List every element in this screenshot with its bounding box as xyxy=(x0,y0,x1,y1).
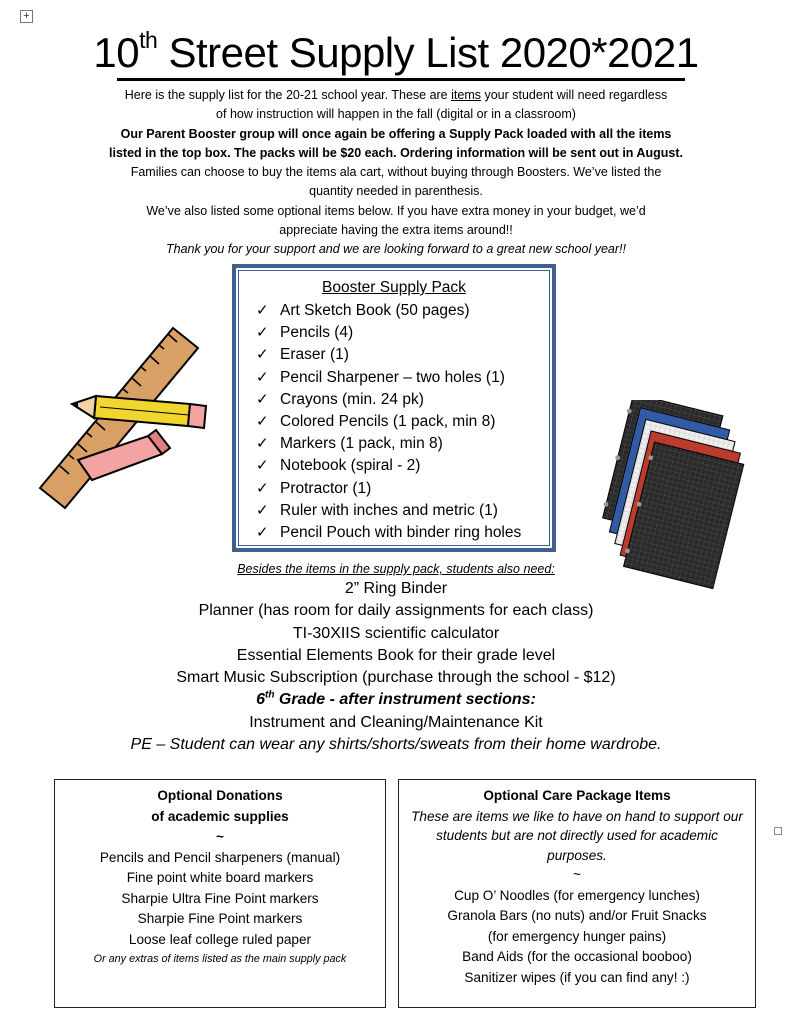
care-package-title: Optional Care Package Items xyxy=(483,788,671,803)
list-item: Loose leaf college ruled paper xyxy=(128,931,312,947)
check-icon: ✓ xyxy=(256,390,269,408)
intro-text xyxy=(60,86,732,260)
check-icon: ✓ xyxy=(256,435,269,453)
list-item: Cup O’ Noodles (for emergency lunches) xyxy=(454,887,700,903)
item-label: Pencil Pouch with binder ring holes xyxy=(280,524,522,542)
check-icon: ✓ xyxy=(256,413,269,431)
list-item: Planner (has room for daily assignments for each class) xyxy=(198,602,594,620)
item-label: Protractor (1) xyxy=(280,479,372,497)
list-item: Smart Music Subscription (purchase through the school - $12) xyxy=(176,669,616,687)
optional-line-1: We’ve also listed some optional items below. If you have extra money in your budget, we’d xyxy=(146,203,646,218)
booster-line-1: Our Parent Booster group will once again be offering a Supply Pack loaded with all the items xyxy=(120,126,672,141)
list-item: 2” Ring Binder xyxy=(344,580,448,597)
list-item: Essential Elements Book for their grade level xyxy=(236,646,556,664)
check-icon: ✓ xyxy=(256,524,269,542)
list-item: Granola Bars (no nuts) and/or Fruit Snacks xyxy=(447,908,707,924)
care-package-description: These are items we like to have on hand to support our students but are not directly used for academic purposes. xyxy=(411,808,743,863)
list-item xyxy=(256,300,549,322)
title-underline xyxy=(117,78,685,81)
pencil-icon xyxy=(72,396,206,428)
ruler-pencil-eraser-illustration xyxy=(38,318,228,518)
grade-number: 6 xyxy=(256,691,266,709)
item-label: Pencil Sharpener – two holes (1) xyxy=(280,368,505,386)
list-item: Sharpie Fine Point markers xyxy=(137,911,303,926)
list-item: Sharpie Ultra Fine Point markers xyxy=(121,890,319,906)
intro-line-1 xyxy=(60,86,732,105)
list-item xyxy=(256,344,549,366)
list-item xyxy=(256,322,549,344)
page-title xyxy=(0,28,792,78)
list-item: TI-30XIIS scientific calculator xyxy=(292,624,500,642)
booster-supply-pack-box xyxy=(232,264,556,552)
item-label: Art Sketch Book (50 pages) xyxy=(280,302,470,319)
cart-line-2: quantity needed in parenthesis. xyxy=(309,184,483,199)
item-label: Eraser (1) xyxy=(280,346,349,364)
check-icon: ✓ xyxy=(256,368,269,386)
item-label: Crayons (min. 24 pk) xyxy=(280,390,424,408)
care-package-separator: ~ xyxy=(573,867,581,883)
grade-heading-text: Grade - after instrument sections: xyxy=(274,691,536,709)
intro-items-word: items xyxy=(451,88,481,102)
title-prefix: 10 xyxy=(93,29,140,76)
check-icon: ✓ xyxy=(256,346,269,364)
check-icon: ✓ xyxy=(256,479,269,497)
donations-title-2: of academic supplies xyxy=(151,808,289,824)
list-item: Instrument and Cleaning/Maintenance Kit xyxy=(249,713,543,731)
list-item xyxy=(256,367,549,389)
intro-text-b: your student will need regardless xyxy=(481,88,668,102)
donations-title-1: Optional Donations xyxy=(157,788,283,803)
list-item xyxy=(256,500,549,522)
title-superscript: th xyxy=(139,27,158,53)
list-item xyxy=(256,455,549,477)
item-label: Notebook (spiral - 2) xyxy=(280,457,421,475)
cart-line-1: Families can choose to buy the items ala cart, without buying through Boosters. We’ve listed the xyxy=(130,165,662,180)
item-label: Ruler with inches and metric (1) xyxy=(280,501,498,519)
grade-superscript: th xyxy=(265,690,275,702)
list-item xyxy=(256,411,549,433)
list-item xyxy=(256,389,549,411)
list-item: Sanitizer wipes (if you can find any! :) xyxy=(464,969,690,985)
optional-care-package-box xyxy=(398,779,756,1008)
additional-items-section xyxy=(0,560,792,756)
optional-donations-box xyxy=(54,779,386,1008)
booster-line-2: listed in the top box. The packs will be $20 each. Ordering information will be sent out in August. xyxy=(109,145,683,160)
list-item: Pencils and Pencil sharpeners (manual) xyxy=(99,849,341,865)
donations-note: Or any extras of items listed as the main supply pack xyxy=(93,953,347,965)
intro-line-2: of how instruction will happen in the fall (digital or in a classroom) xyxy=(216,107,576,122)
list-item xyxy=(256,522,549,544)
optional-line-2: appreciate having the extra items around!! xyxy=(279,223,513,238)
check-icon: ✓ xyxy=(256,324,269,342)
check-icon: ✓ xyxy=(256,457,269,475)
list-item xyxy=(256,433,549,455)
list-item: Fine point white board markers xyxy=(126,870,314,885)
list-item xyxy=(256,478,549,500)
booster-pack-title: Booster Supply Pack xyxy=(322,279,466,296)
pe-note: PE – Student can wear any shirts/shorts/sweats from their home wardrobe. xyxy=(130,736,662,754)
title-rest: Street Supply List 2020*2021 xyxy=(157,29,699,76)
thanks-line: Thank you for your support and we are looking forward to a great new school year!! xyxy=(166,242,626,257)
check-icon: ✓ xyxy=(256,302,269,319)
additional-items-intro: Besides the items in the supply pack, students also need: xyxy=(237,562,555,576)
list-item: Band Aids (for the occasional booboo) xyxy=(462,949,692,965)
move-handle-icon[interactable]: + xyxy=(20,10,33,23)
list-item: (for emergency hunger pains) xyxy=(487,928,667,944)
item-label: Markers (1 pack, min 8) xyxy=(280,435,443,453)
intro-text-a: Here is the supply list for the 20-21 school year. These are xyxy=(124,88,452,102)
check-icon: ✓ xyxy=(256,501,269,519)
item-label: Colored Pencils (1 pack, min 8) xyxy=(280,413,496,431)
donations-separator: ~ xyxy=(216,829,224,844)
item-label: Pencils (4) xyxy=(280,324,354,342)
anchor-marker xyxy=(774,827,782,835)
booster-pack-list xyxy=(239,300,549,544)
grade-heading xyxy=(0,689,792,711)
